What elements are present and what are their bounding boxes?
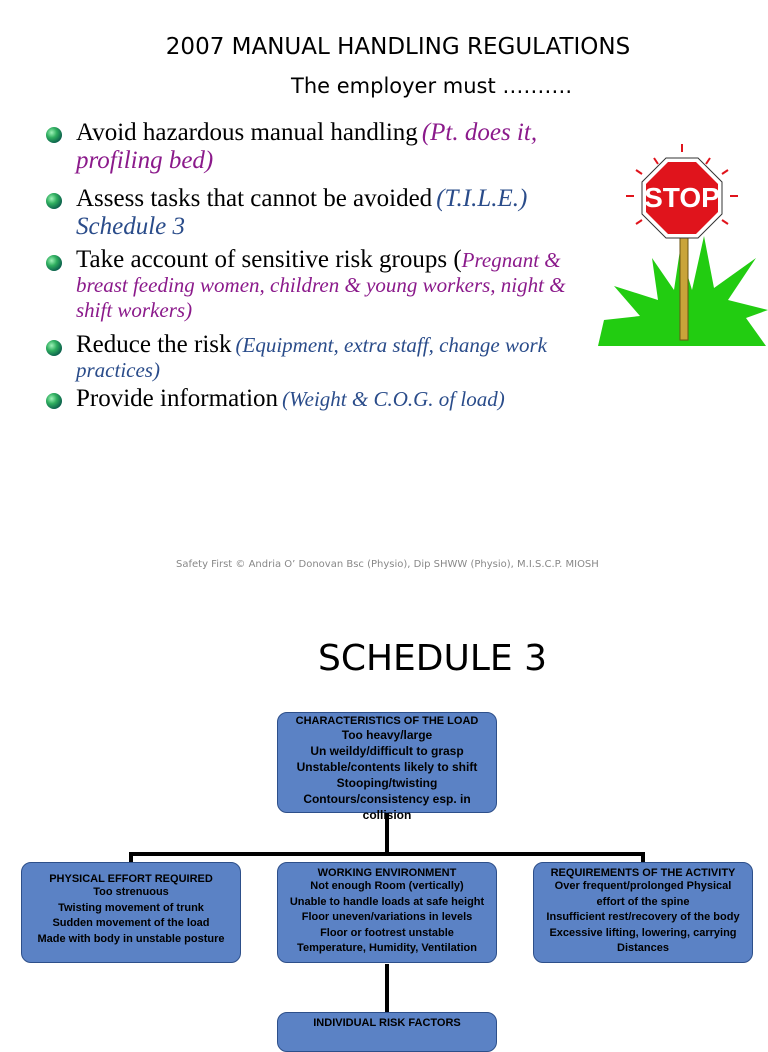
bullet-text: Assess tasks that cannot be avoided — [76, 185, 433, 212]
box-heading: WORKING ENVIRONMENT — [317, 867, 457, 879]
box-line: Not enough Room (vertically) — [310, 880, 464, 892]
bullet-note: (T.I.L.E.) Schedule 3 — [76, 185, 528, 240]
box-line: Contours/consistency esp. in collision — [303, 792, 471, 822]
box-line: Too strenuous — [93, 886, 169, 898]
bullet-text: Take account of sensitive risk groups ( — [76, 246, 462, 273]
box-heading: REQUIREMENTS OF THE ACTIVITY — [550, 867, 736, 879]
box-individual-risk-factors — [277, 1012, 497, 1052]
box-line: Unstable/contents likely to shift — [296, 760, 478, 774]
slide-title: 2007 MANUAL HANDLING REGULATIONS — [165, 34, 631, 60]
slide-footer: Safety First © Andria O’ Donovan Bsc (Physio), Dip SHWW (Physio), M.I.S.C.P. MIOSH — [176, 559, 599, 570]
box-working-environment — [277, 862, 497, 963]
box-physical-effort — [21, 862, 241, 963]
slide-schedule-3 — [0, 598, 768, 1029]
sphere-bullet-icon — [46, 193, 62, 209]
bullet-note: (Weight & C.O.G. of load) — [282, 387, 505, 411]
sphere-bullet-icon — [46, 393, 62, 409]
box-line: Temperature, Humidity, Ventilation — [297, 942, 477, 954]
box-line: Un weildy/difficult to grasp — [310, 744, 464, 758]
box-line: Floor uneven/variations in levels — [301, 911, 473, 923]
box-line: Twisting movement of trunk — [58, 901, 204, 914]
box-heading: CHARACTERISTICS OF THE LOAD — [295, 715, 479, 727]
bullet-note-close: ) — [185, 298, 193, 322]
box-line: Made with body in unstable posture — [37, 932, 225, 945]
box-line: Excessive lifting, lowering, carrying — [549, 926, 737, 939]
slide-subtitle: The employer must ………. — [291, 74, 573, 98]
box-line: Too heavy/large — [341, 728, 433, 742]
box-line: Unable to handle loads at safe height — [289, 895, 485, 908]
box-heading: INDIVIDUAL RISK FACTORS — [313, 1017, 461, 1029]
sphere-bullet-icon — [46, 255, 62, 271]
stop-sign-icon — [596, 140, 768, 352]
box-line: Floor or footrest unstable — [320, 926, 454, 939]
sphere-bullet-icon — [46, 340, 62, 356]
box-line: Over frequent/prolonged Physical — [554, 880, 732, 892]
box-line: Stooping/twisting — [336, 776, 438, 790]
box-characteristics-of-load — [277, 712, 497, 822]
box-requirements-of-activity — [533, 862, 753, 963]
bullet-text: Avoid hazardous manual handling — [76, 119, 418, 146]
sphere-bullet-icon — [46, 127, 62, 143]
box-line: Insufficient rest/recovery of the body — [546, 911, 740, 923]
box-heading: PHYSICAL EFFORT REQUIRED — [49, 873, 213, 885]
bullet-note: (Equipment, extra staff, change work practices) — [76, 333, 547, 382]
bullet-text: Reduce the risk — [76, 331, 232, 358]
bullet-note: Pregnant & breast feeding women, children & young workers, night & shift workers — [76, 248, 566, 322]
bullet-text: Provide information — [76, 385, 279, 412]
box-line: Sudden movement of the load — [52, 917, 210, 929]
sign-pole — [680, 232, 688, 340]
box-line: Distances — [617, 942, 669, 954]
stop-sign-label: STOP — [644, 182, 720, 213]
slide-title: SCHEDULE 3 — [318, 638, 548, 679]
box-line: effort of the spine — [596, 895, 690, 908]
bullet-note: (Pt. does it, profiling bed) — [76, 119, 538, 174]
